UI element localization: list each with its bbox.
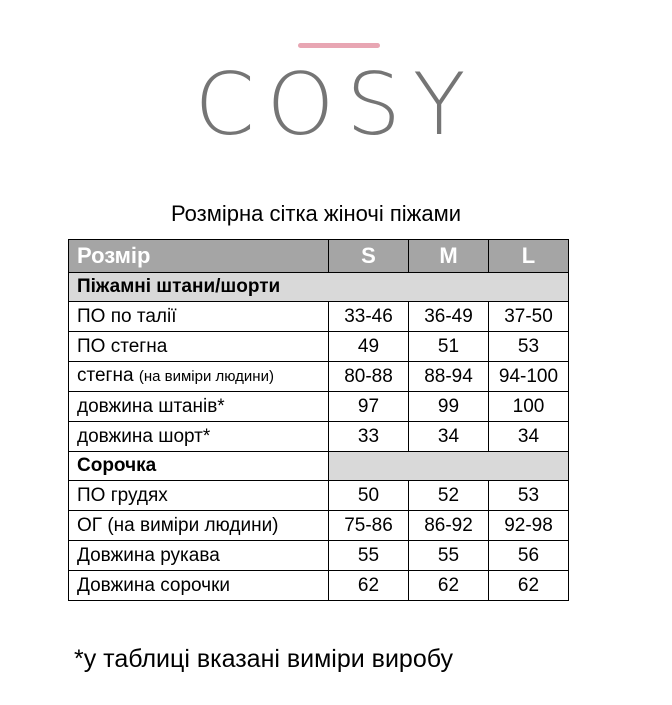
table-row: [69, 511, 569, 541]
cell-value: 36-49: [409, 302, 489, 332]
row-label: довжина шорт*: [69, 422, 329, 452]
cell-value: 56: [489, 541, 569, 571]
cell-value: 33: [329, 422, 409, 452]
row-label: Довжина рукава: [69, 541, 329, 571]
row-label: [69, 362, 329, 392]
row-label-main: стегна: [77, 365, 134, 386]
cell-value: 99: [409, 392, 489, 422]
cell-value: 33-46: [329, 302, 409, 332]
cell-value: 49: [329, 332, 409, 362]
section-title: Піжамні штани/шорти: [69, 273, 569, 302]
table-header-row: [69, 240, 569, 273]
size-header-s: S: [329, 240, 409, 273]
cell-value: 50: [329, 481, 409, 511]
table-row: [69, 362, 569, 392]
cell-value: 37-50: [489, 302, 569, 332]
row-label: ПО по талії: [69, 302, 329, 332]
size-header-l: L: [489, 240, 569, 273]
brand-logo: COSY: [194, 55, 478, 155]
cell-value: 55: [409, 541, 489, 571]
row-label: ОГ (на виміри людини): [69, 511, 329, 541]
section-row-pants: [69, 273, 569, 302]
cell-value: 86-92: [409, 511, 489, 541]
table-row: [69, 332, 569, 362]
table-row: [69, 392, 569, 422]
cell-value: 94-100: [489, 362, 569, 392]
section-row-shirt: [69, 452, 569, 481]
footnote: *у таблиці вказані виміри виробу: [74, 645, 454, 673]
cell-value: 92-98: [489, 511, 569, 541]
table-row: [69, 422, 569, 452]
cell-value: 80-88: [329, 362, 409, 392]
row-label: Довжина сорочки: [69, 571, 329, 601]
row-label: ПО стегна: [69, 332, 329, 362]
size-chart-table: [68, 239, 569, 601]
row-label: ПО грудях: [69, 481, 329, 511]
cell-value: 52: [409, 481, 489, 511]
table-row: [69, 571, 569, 601]
table-row: [69, 481, 569, 511]
cell-value: 62: [329, 571, 409, 601]
logo-accent-bar: [298, 43, 380, 48]
table-row: [69, 302, 569, 332]
cell-value: 34: [489, 422, 569, 452]
row-label-note: (на виміри людини): [138, 368, 274, 385]
cell-value: 34: [409, 422, 489, 452]
cell-value: 62: [489, 571, 569, 601]
section-title: Сорочка: [69, 452, 329, 481]
size-header-m: M: [409, 240, 489, 273]
cell-value: 51: [409, 332, 489, 362]
table-row: [69, 541, 569, 571]
header-label: Розмір: [69, 240, 329, 273]
row-label: довжина штанів*: [69, 392, 329, 422]
cell-value: 75-86: [329, 511, 409, 541]
page-title: Розмірна сітка жіночі піжами: [170, 201, 462, 226]
cell-value: 97: [329, 392, 409, 422]
cell-value: 100: [489, 392, 569, 422]
section-fill: [329, 452, 569, 481]
cell-value: 62: [409, 571, 489, 601]
cell-value: 55: [329, 541, 409, 571]
cell-value: 53: [489, 481, 569, 511]
cell-value: 53: [489, 332, 569, 362]
cell-value: 88-94: [409, 362, 489, 392]
